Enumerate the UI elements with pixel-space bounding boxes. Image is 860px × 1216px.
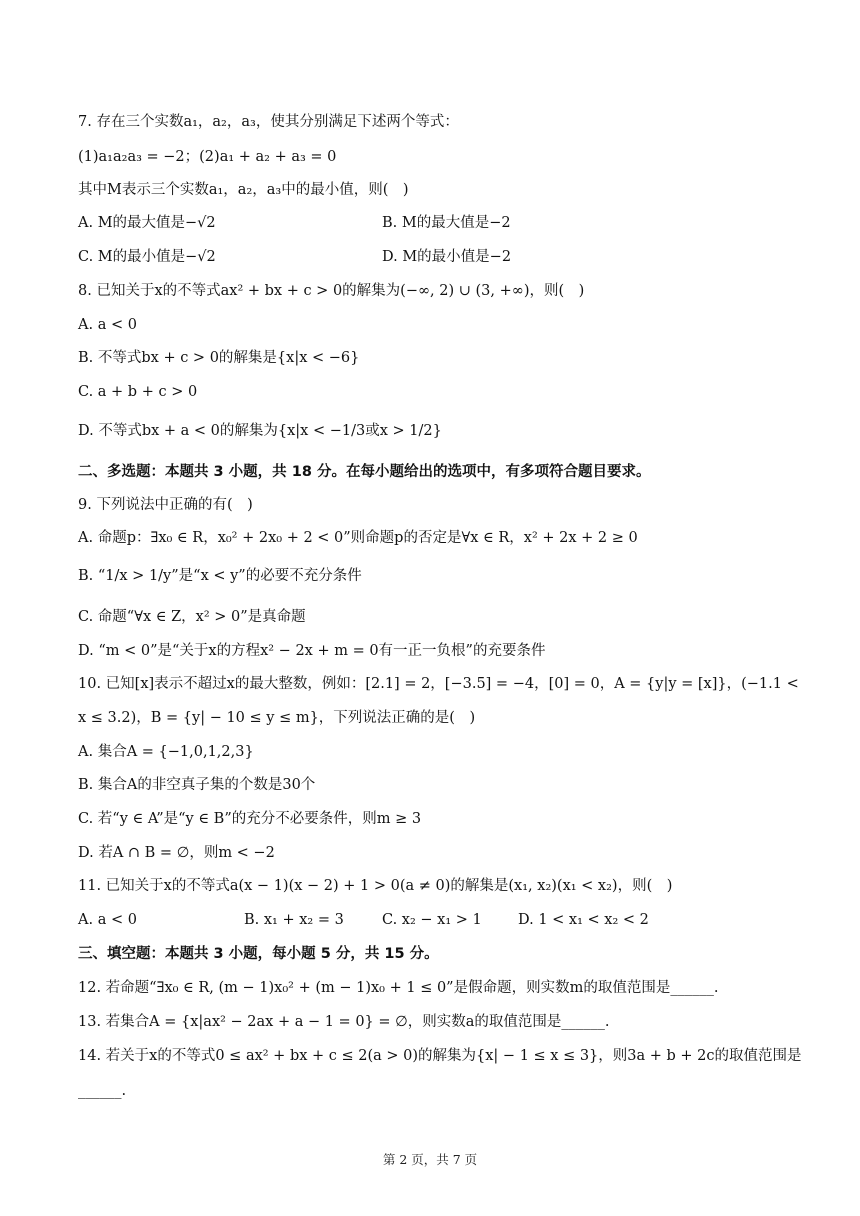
q10-option-d: D. 若A ∩ B = ∅，则m < −2 xyxy=(78,845,275,861)
q7-option-b: B. M的最大值是−2 xyxy=(382,215,511,231)
q10-option-c: C. 若“y ∈ A”是“y ∈ B”的充分不必要条件，则m ≥ 3 xyxy=(78,811,422,827)
q10-stem-line1: 10. 已知[x]表示不超过x的最大整数，例如：[2.1] = 2，[−3.5] = −4，[0] = 0，A = {y|y = [x]}，(−1.1 < xyxy=(78,676,799,692)
q11-option-b: B. x₁ + x₂ = 3 xyxy=(244,912,344,928)
section-multiple-choice: 二、多选题：本题共 3 小题，共 18 分。在每小题给出的选项中，有多项符合题目要求。 xyxy=(78,464,651,480)
q8-option-c: C. a + b + c > 0 xyxy=(78,384,198,400)
q7-options-row2 xyxy=(78,247,790,267)
q12: 12. 若命题“∃x₀ ∈ R, (m − 1)x₀² + (m − 1)x₀ + 1 ≤ 0”是假命题，则实数m的取值范围是______. xyxy=(78,980,719,996)
q9-option-b: B. “1/x > 1/y”是“x < y”的必要不充分条件 xyxy=(78,568,362,584)
q7-note: 其中M表示三个实数a₁，a₂，a₃中的最小值，则( ) xyxy=(78,182,409,198)
q7-option-a: A. M的最大值是−√2 xyxy=(78,215,216,231)
q9-option-d: D. “m < 0”是“关于x的方程x² − 2x + m = 0有一正一负根”的充要条件 xyxy=(78,643,546,659)
q8-option-b: B. 不等式bx + c > 0的解集是{x|x < −6} xyxy=(78,350,360,366)
q9-option-c: C. 命题“∀x ∈ Z，x² > 0”是真命题 xyxy=(78,609,306,625)
q10-option-b: B. 集合A的非空真子集的个数是30个 xyxy=(78,777,316,793)
q11-option-d: D. 1 < x₁ < x₂ < 2 xyxy=(518,912,649,928)
q13: 13. 若集合A = {x|ax² − 2ax + a − 1 = 0} = ∅，则实数a的取值范围是______. xyxy=(78,1014,610,1030)
q7-equations: (1)a₁a₂a₃ = −2；(2)a₁ + a₂ + a₃ = 0 xyxy=(78,149,337,165)
q11-option-c: C. x₂ − x₁ > 1 xyxy=(382,912,482,928)
q7-stem: 7. 存在三个实数a₁，a₂，a₃，使其分别满足下述两个等式： xyxy=(78,114,459,130)
q9-stem: 9. 下列说法中正确的有( ) xyxy=(78,497,253,513)
section-fill-in: 三、填空题：本题共 3 小题，每小题 5 分，共 15 分。 xyxy=(78,946,439,962)
q10-stem-line2: x ≤ 3.2)，B = {y| − 10 ≤ y ≤ m}，下列说法正确的是( ) xyxy=(78,710,476,726)
q7-option-c: C. M的最小值是−√2 xyxy=(78,249,216,265)
q14-line1: 14. 若关于x的不等式0 ≤ ax² + bx + c ≤ 2(a > 0)的解集为{x| − 1 ≤ x ≤ 3}，则3a + b + 2c的取值范围是 xyxy=(78,1048,802,1064)
q7-option-d: D. M的最小值是−2 xyxy=(382,249,512,265)
q11-stem: 11. 已知关于x的不等式a(x − 1)(x − 2) + 1 > 0(a ≠ 0)的解集是(x₁, x₂)(x₁ < x₂)，则( ) xyxy=(78,878,673,894)
page-footer: 第 2 页，共 7 页 xyxy=(382,1152,478,1167)
q8-option-a: A. a < 0 xyxy=(78,317,137,333)
q8-stem: 8. 已知关于x的不等式ax² + bx + c > 0的解集为(−∞, 2) ∪ (3, +∞)，则( ) xyxy=(78,283,585,299)
q7-options-row1 xyxy=(78,213,790,233)
q9-option-a: A. 命题p：∃x₀ ∈ R，x₀² + 2x₀ + 2 < 0”则命题p的否定是∀x ∈ R，x² + 2x + 2 ≥ 0 xyxy=(78,530,638,546)
q11-option-a: A. a < 0 xyxy=(78,912,137,928)
q8-option-d: D. 不等式bx + a < 0的解集为{x|x < −1/3或x > 1/2} xyxy=(78,423,442,439)
q10-option-a: A. 集合A = {−1,0,1,2,3} xyxy=(78,744,254,760)
q14-line2: ______. xyxy=(78,1083,127,1099)
